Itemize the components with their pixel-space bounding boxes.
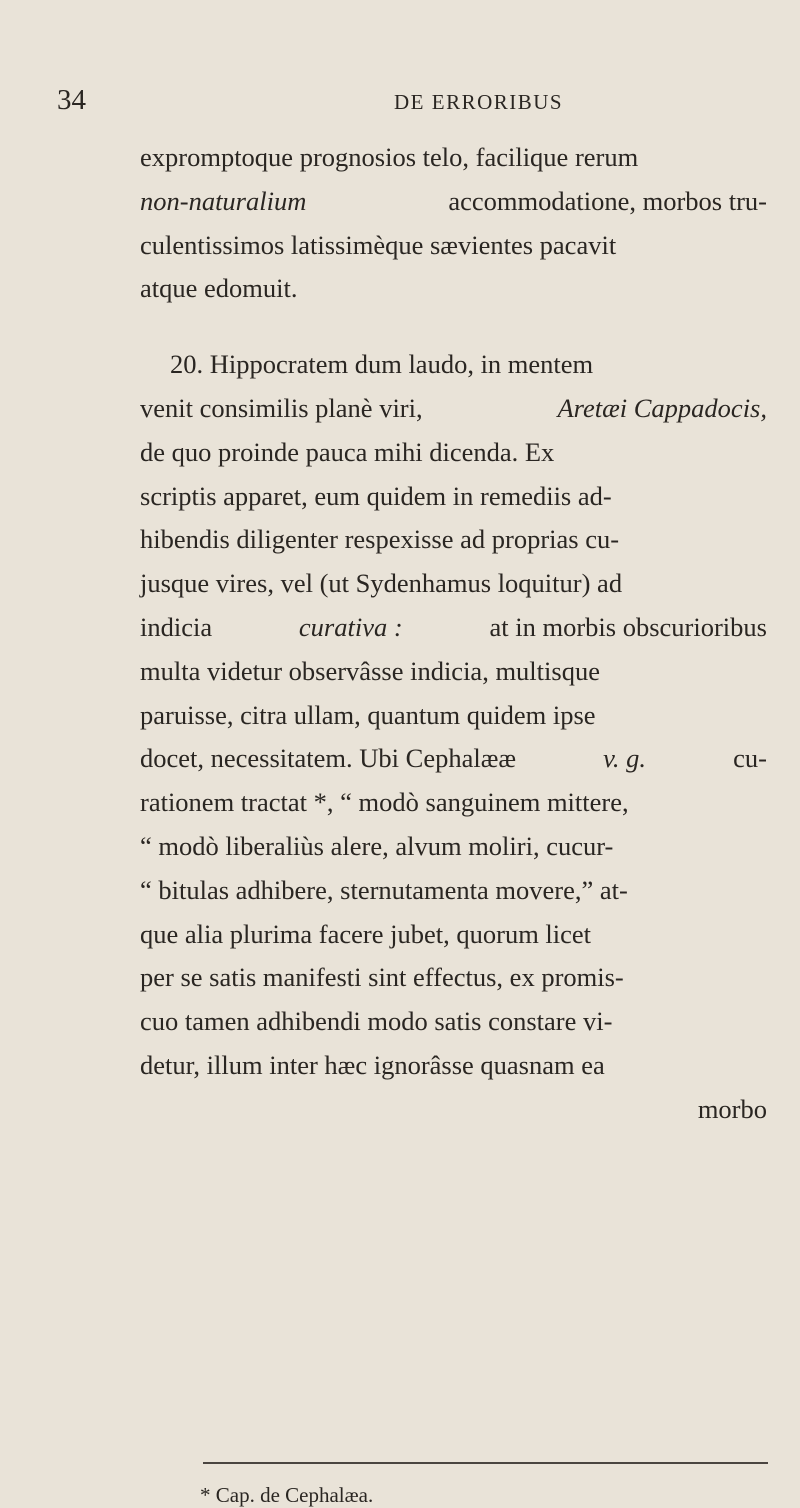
text-line: culentissimos latissimèque sævientes pacavit <box>140 229 617 260</box>
footnote-rule <box>203 1462 768 1464</box>
text-line: jusque vires, vel (ut Sydenhamus loquitur) ad <box>140 568 623 599</box>
text-line: “ modò liberaliùs alere, alvum moliri, cucur- <box>140 830 614 861</box>
text-line: expromptoque prognosios telo, facilique rerum <box>140 142 639 172</box>
italic-term: non-naturalium <box>140 185 307 216</box>
text-line: multa videtur observâsse indicia, multisque <box>140 655 600 686</box>
text-line: 20. Hippocratem dum laudo, in mentem <box>170 349 594 380</box>
text-line: detur, illum inter hæc ignorâsse quasnam ea <box>140 1049 605 1080</box>
page-header <box>0 84 800 124</box>
text-line: que alia plurima facere jubet, quorum licet <box>140 918 592 949</box>
text-line: per se satis manifesti sint effectus, ex promis- <box>140 962 624 993</box>
text-fragment: docet, necessitatem. Ubi Cephalææ <box>140 743 517 774</box>
footnote: * Cap. de Cephalæa. <box>200 1483 374 1507</box>
page-number: 34 <box>57 84 86 116</box>
catchword: morbo <box>697 1093 767 1124</box>
text-line <box>140 180 767 224</box>
text-line: paruisse, citra ullam, quantum quidem ipse <box>140 699 596 730</box>
text-line: cuo tamen adhibendi modo satis constare vi- <box>140 1006 613 1037</box>
text-line <box>140 387 767 431</box>
text-line: rationem tractat *, “ modò sanguinem mittere, <box>140 787 629 818</box>
text-line <box>140 606 767 650</box>
text-fragment: cu- <box>733 743 767 774</box>
italic-term: curativa : <box>298 611 403 642</box>
text-line <box>140 737 767 781</box>
text-line: atque edomuit. <box>140 273 298 304</box>
text-fragment: at in morbis obscurioribus <box>489 611 767 642</box>
running-head: DE ERRORIBUS <box>394 90 564 114</box>
text-line: de quo proinde pauca mihi dicenda. Ex <box>140 436 555 467</box>
paragraph-2 <box>140 343 767 1131</box>
text-fragment: venit consimilis planè viri, <box>140 392 423 423</box>
italic-term: v. g. <box>603 743 647 774</box>
text-line: scriptis apparet, eum quidem in remediis ad- <box>140 480 612 511</box>
page-body <box>140 136 767 1132</box>
text-fragment: accommodatione, morbos tru- <box>448 185 767 216</box>
paragraph-1 <box>140 136 767 311</box>
text-line: “ bitulas adhibere, sternutamenta movere,” at- <box>140 874 628 905</box>
text-fragment: indicia <box>140 611 213 642</box>
italic-term: Aretæi Cappadocis, <box>557 392 767 423</box>
text-line: hibendis diligenter respexisse ad proprias cu- <box>140 524 620 555</box>
